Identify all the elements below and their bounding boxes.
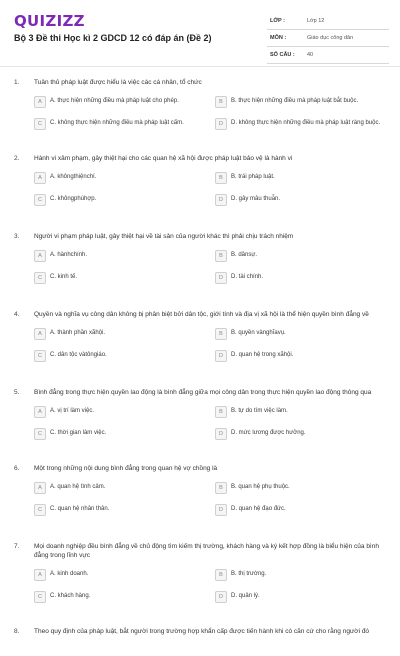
answer-option[interactable] — [215, 94, 396, 110]
option-text: D. tài chính. — [231, 274, 264, 281]
option-letter-badge: A — [34, 328, 46, 340]
option-letter-badge: D — [215, 118, 227, 130]
meta-row-class — [267, 13, 389, 30]
option-letter-badge: D — [215, 504, 227, 516]
question-item — [14, 76, 389, 132]
question-item — [14, 230, 389, 286]
answer-options — [34, 170, 389, 208]
page-header — [0, 0, 400, 66]
question-number: 3. — [14, 233, 20, 240]
option-letter-badge: C — [34, 272, 46, 284]
question-item — [14, 386, 389, 442]
answer-option[interactable] — [215, 170, 396, 186]
answer-option[interactable] — [34, 480, 215, 496]
option-text: D. quan hệ trong xãhội. — [231, 352, 294, 359]
answer-option[interactable] — [215, 348, 396, 364]
answer-options — [34, 248, 389, 286]
option-text: C. khách hàng. — [50, 593, 91, 600]
answer-option[interactable] — [215, 326, 396, 342]
option-text: D. gây mâu thuẫn. — [231, 196, 281, 203]
option-letter-badge: D — [215, 591, 227, 603]
option-text: A. thực hiện những điều mà pháp luật cho phép. — [50, 98, 179, 105]
question-number: 1. — [14, 79, 20, 86]
answer-option[interactable] — [34, 502, 215, 518]
answer-option[interactable] — [215, 248, 396, 264]
option-text: A. hànhchính. — [50, 252, 88, 259]
option-letter-badge: A — [34, 172, 46, 184]
question-header — [14, 625, 389, 636]
answer-options — [34, 480, 389, 518]
option-letter-badge: B — [215, 328, 227, 340]
question-header — [14, 152, 389, 163]
question-text: Mọi doanh nghiệp đều bình đẳng về chủ động tìm kiếm thị trường, khách hàng và ký kết hợp đồng là biểu hiện của bình đẳng trong lĩnh vực — [34, 543, 379, 559]
question-number: 4. — [14, 311, 20, 318]
option-text: A. kinh doanh. — [50, 571, 89, 578]
question-item — [14, 625, 389, 636]
option-letter-badge: D — [215, 194, 227, 206]
option-letter-badge: A — [34, 250, 46, 262]
answer-options — [34, 326, 389, 364]
meta-table — [267, 13, 389, 64]
option-text: D. không thực hiện những điều mà pháp luật ràng buộc. — [231, 120, 381, 127]
answer-option[interactable] — [215, 480, 396, 496]
option-letter-badge: C — [34, 350, 46, 362]
option-text: B. thực hiện những điều mà pháp luật bắt buộc. — [231, 98, 359, 105]
option-letter-badge: A — [34, 406, 46, 418]
option-text: C. không thực hiện những điều mà pháp luật cấm. — [50, 120, 184, 127]
option-text: C. khôngphùhợp. — [50, 196, 97, 203]
header-divider — [0, 66, 400, 67]
question-item — [14, 152, 389, 208]
answer-option[interactable] — [215, 404, 396, 420]
option-text: B. thị trường. — [231, 571, 267, 578]
option-letter-badge: B — [215, 569, 227, 581]
answer-option[interactable] — [215, 270, 396, 286]
question-header — [14, 386, 389, 397]
option-text: A. vị trí làm việc. — [50, 408, 95, 415]
question-text: Người vi phạm pháp luật, gây thiệt hại về tài sản của người khác thì phải chịu trách nhiệm — [34, 233, 294, 240]
meta-value: Lớp 12 — [307, 18, 325, 24]
option-letter-badge: A — [34, 96, 46, 108]
answer-option[interactable] — [34, 94, 215, 110]
option-letter-badge: A — [34, 482, 46, 494]
answer-option[interactable] — [34, 567, 215, 583]
option-text: D. quan hệ đạo đức. — [231, 506, 286, 513]
option-letter-badge: B — [215, 482, 227, 494]
option-text: A. thành phần xãhội. — [50, 330, 106, 337]
option-letter-badge: C — [34, 591, 46, 603]
answer-options — [34, 404, 389, 442]
question-number: 8. — [14, 628, 20, 635]
quizizz-logo[interactable]: QUIZIZZ — [14, 12, 85, 30]
question-header — [14, 230, 389, 241]
answer-option[interactable] — [34, 248, 215, 264]
question-list — [0, 76, 400, 656]
option-text: A. quan hệ tình cảm. — [50, 484, 106, 491]
option-text: D. mức lương được hưởng. — [231, 430, 306, 437]
meta-key: SỐ CÂU : — [270, 52, 295, 58]
question-number: 7. — [14, 543, 20, 550]
option-letter-badge: D — [215, 272, 227, 284]
option-letter-badge: C — [34, 194, 46, 206]
option-letter-badge: A — [34, 569, 46, 581]
answer-option[interactable] — [215, 116, 396, 132]
question-header — [14, 76, 389, 87]
meta-row-subject — [267, 30, 389, 47]
option-text: C. thời gian làm việc. — [50, 430, 107, 437]
question-text: Một trong những nội dung bình đẳng trong quan hệ vợ chồng là — [34, 465, 218, 472]
answer-option[interactable] — [34, 589, 215, 605]
answer-option[interactable] — [34, 326, 215, 342]
question-text: Tuân thủ pháp luật được hiểu là việc các cá nhân, tổ chức — [34, 79, 202, 86]
option-letter-badge: B — [215, 96, 227, 108]
question-item — [14, 540, 389, 605]
meta-value: Giáo dục công dân — [307, 35, 354, 41]
answer-option[interactable] — [215, 192, 396, 208]
answer-option[interactable] — [215, 502, 396, 518]
answer-option[interactable] — [34, 116, 215, 132]
meta-key: MÔN : — [270, 35, 287, 41]
option-text: D. quản lý. — [231, 593, 260, 600]
question-text: Quyền và nghĩa vụ công dân không bị phân biệt bởi dân tộc, giới tính và địa vị xã hội là thể hiện quyền bình đẳng về — [34, 311, 369, 318]
answer-option[interactable] — [215, 567, 396, 583]
option-text: A. khôngthiệnchí. — [50, 174, 97, 181]
option-text: B. quyền vànghĩavụ. — [231, 330, 286, 337]
option-text: C. dân tộc vàtôngiáo. — [50, 352, 107, 359]
option-text: B. trái pháp luật. — [231, 174, 275, 181]
answer-option[interactable] — [215, 426, 396, 442]
option-text: B. dânsự. — [231, 252, 258, 259]
answer-option[interactable] — [215, 589, 396, 605]
answer-option[interactable] — [34, 426, 215, 442]
option-text: B. quan hệ phụ thuộc. — [231, 484, 290, 491]
question-item — [14, 462, 389, 518]
question-header — [14, 540, 389, 560]
question-item — [14, 308, 389, 364]
meta-value: 40 — [307, 52, 314, 58]
option-letter-badge: B — [215, 172, 227, 184]
option-text: C. quan hệ nhân thân. — [50, 506, 110, 513]
question-text: Theo quy định của pháp luật, bắt người trong trường hợp khẩn cấp được tiến hành khi có căn cứ cho rằng người đó — [34, 628, 370, 635]
question-header — [14, 308, 389, 319]
meta-key: LỚP : — [270, 18, 285, 24]
answer-options — [34, 567, 389, 605]
question-text: Bình đẳng trong thực hiện quyền lao động là bình đẳng giữa mọi công dân trong thực hiện quyền lao động thông qua — [34, 389, 372, 396]
answer-option[interactable] — [34, 192, 215, 208]
question-header — [14, 462, 389, 473]
question-number: 6. — [14, 465, 20, 472]
option-letter-badge: B — [215, 250, 227, 262]
option-text: C. kinh tế. — [50, 274, 78, 281]
answer-option[interactable] — [34, 404, 215, 420]
option-text: B. tự do tìm việc làm. — [231, 408, 288, 415]
option-letter-badge: C — [34, 504, 46, 516]
question-number: 5. — [14, 389, 20, 396]
question-number: 2. — [14, 155, 20, 162]
option-letter-badge: B — [215, 406, 227, 418]
option-letter-badge: C — [34, 428, 46, 440]
option-letter-badge: C — [34, 118, 46, 130]
question-text: Hành vi xâm phạm, gây thiệt hại cho các quan hệ xã hội được pháp luật bảo vệ là hành vi — [34, 155, 293, 162]
option-letter-badge: D — [215, 428, 227, 440]
answer-option[interactable] — [34, 170, 215, 186]
meta-row-count — [267, 47, 389, 64]
option-letter-badge: D — [215, 350, 227, 362]
answer-options — [34, 94, 389, 132]
document-title: Bộ 3 Đề thi Học kì 2 GDCD 12 có đáp án (Đề 2) — [14, 33, 212, 43]
answer-option[interactable] — [34, 348, 215, 364]
answer-option[interactable] — [34, 270, 215, 286]
